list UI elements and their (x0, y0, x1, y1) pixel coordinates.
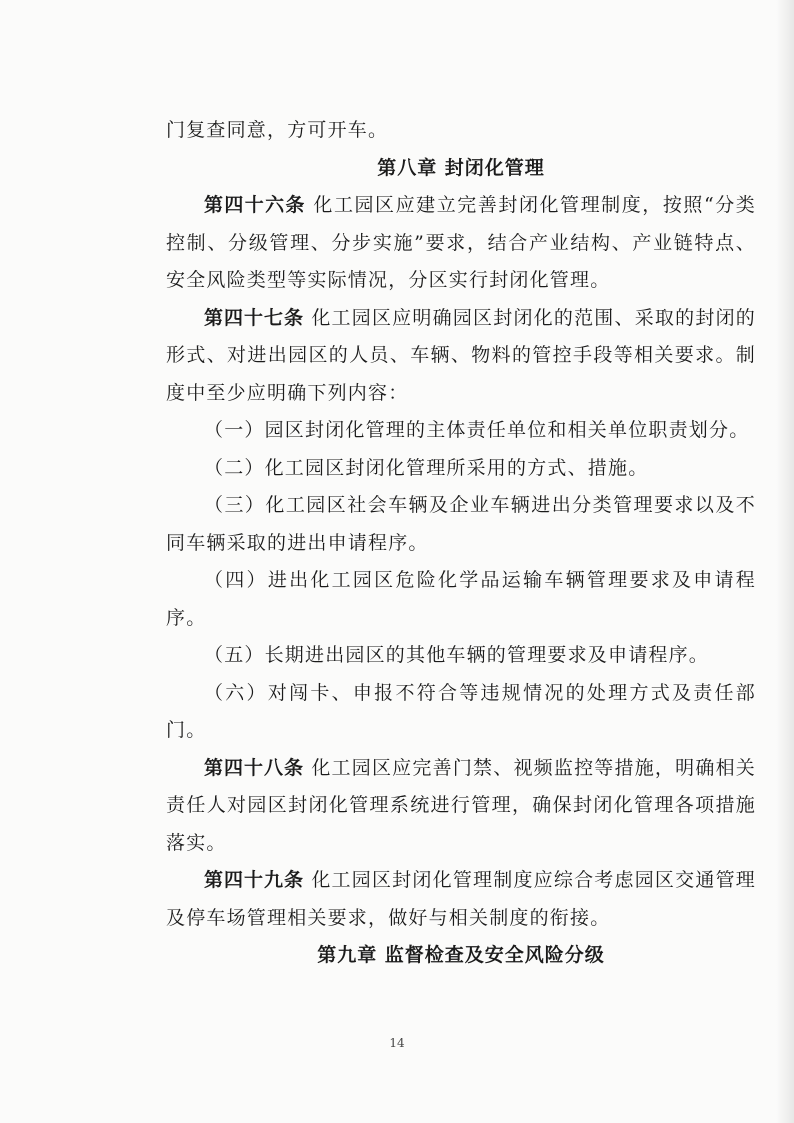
article-48-label: 第四十八条 (204, 756, 305, 779)
article-46 (166, 187, 756, 300)
article-47-item-1: （一）园区封闭化管理的主体责任单位和相关单位职责划分。 (204, 419, 750, 441)
article-48-text: 化工园区应完善门禁、视频监控等措施，明确相关责任人对园区封闭化管理系统进行管理，确保封闭化管理各项措施落实。 (166, 756, 756, 854)
article-47-item-5: （五）长期进出园区的其他车辆的管理要求及申请程序。 (204, 644, 710, 666)
article-49-text: 化工园区封闭化管理制度应综合考虑园区交通管理及停车场管理相关要求，做好与相关制度的衔接。 (166, 869, 756, 929)
article-49 (166, 862, 756, 937)
article-47-item-3: （三）化工园区社会车辆及企业车辆进出分类管理要求以及不同车辆采取的进出申请程序。 (166, 494, 756, 554)
chapter-9-title: 第九章 监督检查及安全风险分级 (317, 944, 605, 966)
article-47-item-6: （六）对闯卡、申报不符合等违规情况的处理方式及责任部门。 (166, 681, 756, 741)
article-48 (166, 750, 756, 863)
article-49-label: 第四十九条 (204, 869, 305, 891)
page-number: 14 (389, 1036, 405, 1050)
scan-edge-shadow (776, 0, 794, 1123)
article-47-label: 第四十七条 (204, 306, 305, 329)
article-47-text: 化工园区应明确园区封闭化的范围、采取的封闭的形式、对进出园区的人员、车辆、物料的管控手段等相关要求。制度中至少应明确下列内容： (166, 306, 756, 404)
article-46-label: 第四十六条 (204, 194, 306, 216)
article-46-text: 化工园区应建立完善封闭化管理制度，按照“分类控制、分级管理、分步实施”要求，结合产业结构、产业链特点、安全风险类型等实际情况，分区实行封闭化管理。 (166, 194, 756, 291)
article-47-item-2: （二）化工园区封闭化管理所采用的方式、措施。 (204, 456, 649, 479)
article-47-item-4: （四）进出化工园区危险化学品运输车辆管理要求及申请程序。 (166, 569, 756, 629)
continuation-paragraph: 门复查同意，方可开车。 (166, 119, 389, 141)
chapter-8-title: 第八章 封闭化管理 (377, 156, 545, 179)
document-body (166, 112, 756, 975)
article-47 (166, 300, 756, 413)
